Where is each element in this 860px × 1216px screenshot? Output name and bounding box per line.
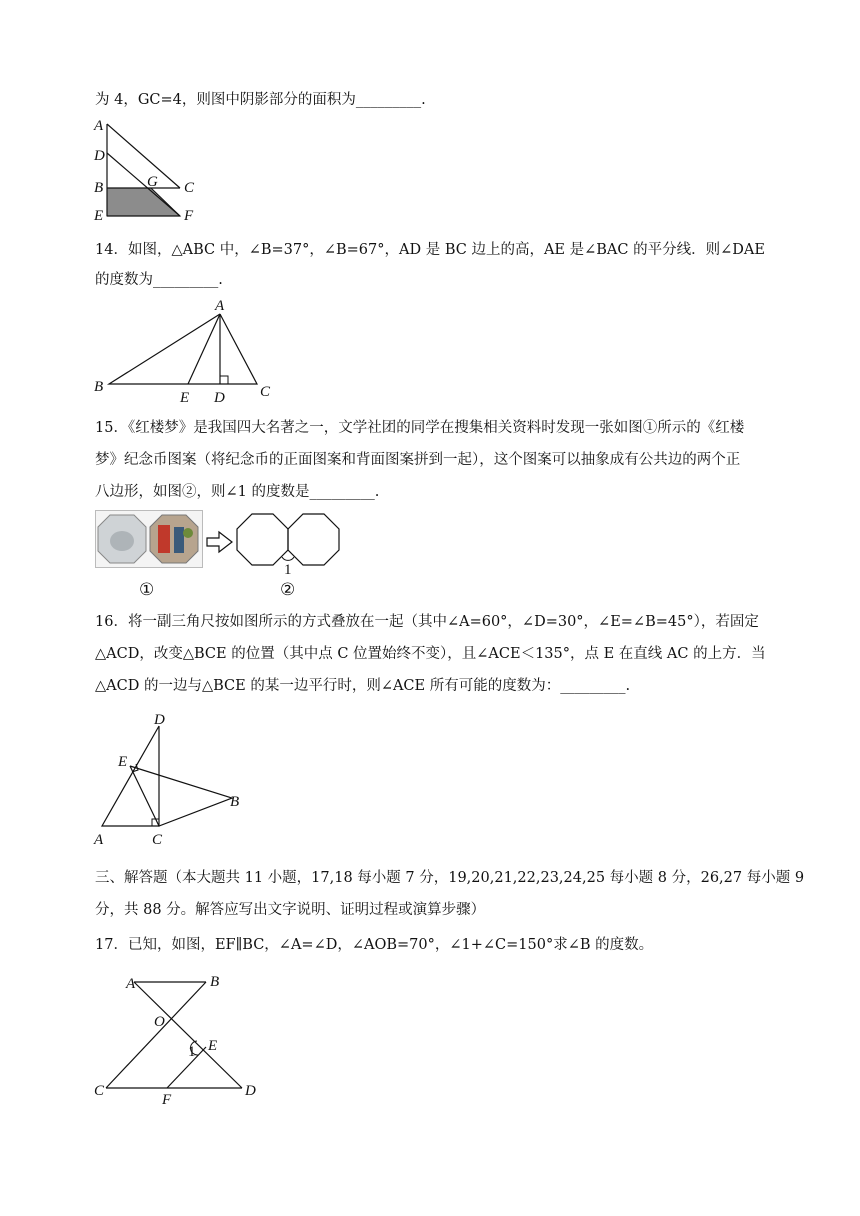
q14-answer-blank: _________ — [153, 272, 219, 288]
q14-label-e: E — [180, 390, 190, 406]
q17-label-d: D — [245, 1083, 256, 1099]
q14-right-angle-mark — [220, 376, 228, 384]
q14-line2 — [95, 270, 775, 290]
q15-octagon-left — [237, 514, 288, 565]
q16-line1: 16．将一副三角尺按如图所示的方式叠放在一起（其中∠A=60°，∠D=30°，∠E=∠B=45°），若固定 — [95, 614, 759, 630]
q13-period: . — [421, 92, 426, 108]
q14-triangle-abc — [109, 314, 257, 384]
q15-label-figure1: ① — [139, 580, 155, 599]
q16-line2: △ACD，改变△BCE 的位置（其中点 C 位置始终不变），且∠ACE＜135°，点 E 在直线 AC 的上方．当 — [95, 646, 766, 662]
q14-figure — [92, 298, 282, 408]
q14-label-a: A — [215, 298, 225, 314]
section3-line2: 分，共 88 分。解答应写出文字说明、证明过程或演算步骤） — [95, 902, 486, 918]
q17-figure — [92, 966, 272, 1106]
q14-statement-end: 的度数为 — [95, 272, 153, 288]
q13-label-g: G — [147, 174, 158, 190]
q14-line1: 14．如图，△ABC 中，∠B=37°，∠B=67°，AD 是 BC 边上的高，AE 是∠BAC 的平分线．则∠DAE — [95, 242, 765, 258]
q16-period: . — [625, 678, 631, 694]
q17-segment-fe — [167, 1047, 206, 1088]
q13-label-f: F — [184, 208, 194, 224]
q16-line3 — [95, 676, 775, 696]
q13-label-d: D — [94, 148, 105, 164]
q17-label-c: C — [94, 1083, 105, 1099]
q14-label-d: D — [214, 390, 225, 406]
q13-label-a: A — [94, 118, 104, 134]
q15-octagon-right — [288, 514, 339, 565]
q16-label-c: C — [152, 832, 163, 848]
q15-line2: 梦》纪念币图案（将纪念币的正面图案和背面图案拼到一起），这个图案可以抽象成有公共边的两个正 — [95, 452, 741, 468]
q13-shaded-region — [107, 188, 180, 216]
q16-label-e: E — [118, 754, 128, 770]
q13-statement: 为 4，GC=4，则图中阴影部分的面积为 — [95, 92, 356, 108]
q15-answer-blank: _________ — [309, 484, 375, 500]
q13-label-c: C — [184, 180, 195, 196]
q15-arrow — [207, 532, 232, 552]
q15-statement-end: 八边形，如图②，则∠1 的度数是 — [95, 484, 310, 500]
q14-label-b: B — [94, 379, 104, 395]
q15-angle-arc — [282, 557, 294, 560]
q16-triangle-bce — [130, 766, 232, 826]
q17-label-e: E — [208, 1038, 218, 1054]
q17-label-b: B — [210, 974, 220, 990]
q16-label-b: B — [230, 794, 240, 810]
section3-line1: 三、解答题（本大题共 11 小题，17,18 每小题 7 分，19,20,21,22,23,24,25 每小题 8 分，26,27 每小题 9 — [95, 870, 805, 886]
q13-edge-ac — [107, 124, 180, 188]
q13-figure — [92, 116, 212, 226]
q17-statement: 17．已知，如图，EF∥BC，∠A=∠D，∠AOB=70°，∠1+∠C=150°求∠B 的度数。 — [95, 937, 654, 953]
q15-label-figure2: ② — [280, 580, 296, 599]
q17-segment-ad — [134, 982, 242, 1088]
q16-label-d: D — [154, 712, 165, 728]
q15-line3 — [95, 482, 775, 502]
q17-label-1: 1 — [188, 1044, 196, 1060]
q14-period: . — [218, 272, 223, 288]
q16-figure — [92, 710, 262, 850]
q16-label-a: A — [94, 832, 104, 848]
q16-statement-end: △ACD 的一边与△BCE 的某一边平行时，则∠ACE 所有可能的度数为： — [95, 678, 561, 694]
q14-label-c: C — [260, 384, 271, 400]
q13-label-b: B — [94, 180, 104, 196]
q15-period: . — [374, 484, 380, 500]
q17-label-f: F — [162, 1092, 172, 1108]
q13-label-e: E — [94, 208, 104, 224]
q15-figure — [95, 508, 355, 598]
q16-triangle-acd — [102, 726, 159, 826]
q15-angle-label: 1 — [284, 562, 292, 578]
q13-answer-blank: _________ — [355, 92, 422, 108]
q13-text — [95, 90, 775, 110]
q17-label-a: A — [126, 976, 136, 992]
q16-answer-blank: _________ — [560, 678, 626, 694]
q17-segment-bc — [106, 982, 206, 1088]
q15-line1: 15．《红楼梦》是我国四大名著之一，文学社团的同学在搜集相关资料时发现一张如图①所示的《红楼 — [95, 420, 745, 436]
q17-label-o: O — [154, 1014, 165, 1030]
